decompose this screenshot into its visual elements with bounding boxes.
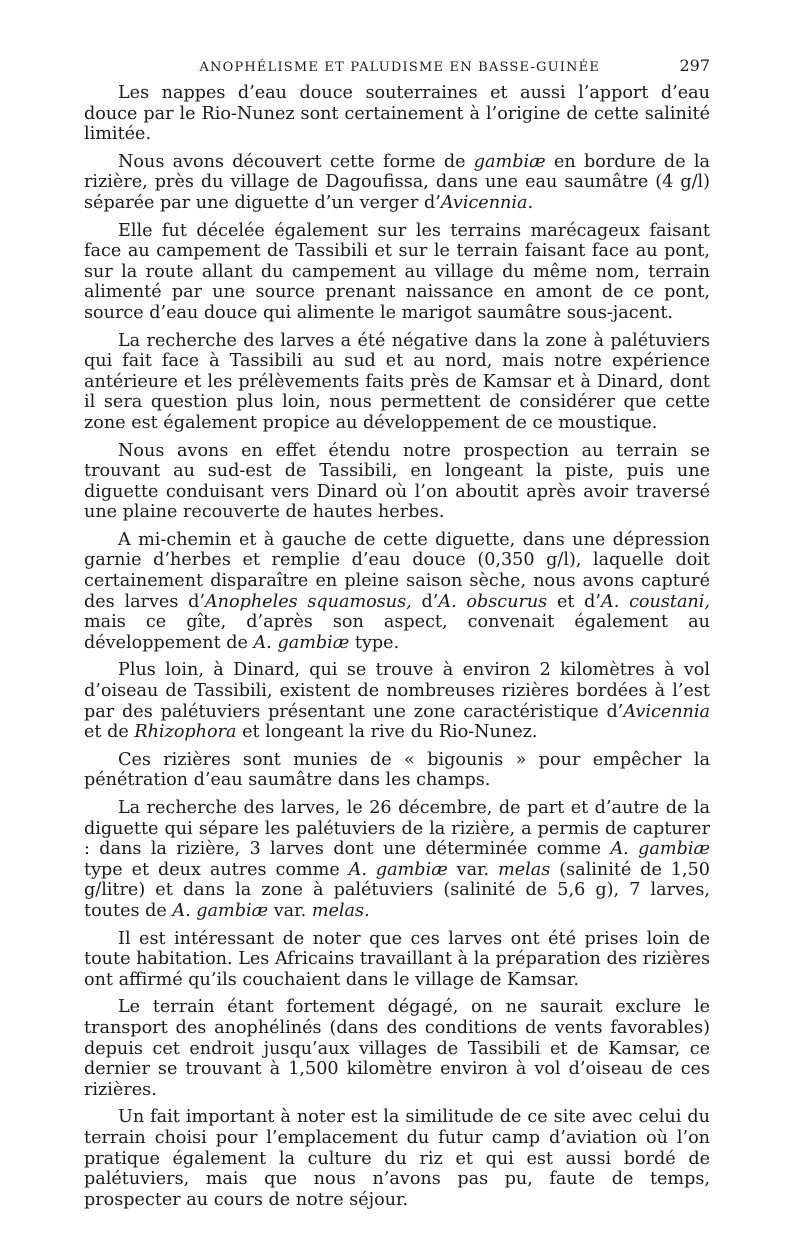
paragraph: Ces rizières sont munies de « bigounis » pour empêcher la pénétration d’eau saumâtre dans les champs. — [84, 749, 710, 791]
running-head — [84, 56, 710, 75]
paragraph: Nous avons découvert cette forme de gambiæ en bordure de la rizière, près du village de Dagoufissa, dans une eau saumâtre (4 g/l) séparée par une diguette d’un verger d’Avicennia. — [84, 151, 711, 213]
paragraph: Le terrain étant fortement dégagé, on ne saurait exclure le transport des anophélinés (dans des conditions de vents favorables) depuis cet endroit jusqu’aux villages de Tassibili et de Kamsar, ce dernier se trouvant à 1,500 kilomètre environ à vol d’oiseau de ces rizières. — [84, 997, 710, 1100]
body-text — [84, 83, 710, 1210]
paragraph: Elle fut décelée également sur les terrains marécageux faisant face au campement de Tassibili et sur le terrain faisant face au pont, sur la route allant du campement au village du même nom, terrain alimenté par une source prenant naissance en amont de ce pont, source d’eau douce qui alimente le marigot saumâtre sous-jacent. — [84, 220, 710, 323]
paragraph: La recherche des larves a été négative dans la zone à palétuviers qui fait face à Tassibili au sud et au nord, mais notre expérience antérieure et les prélèvements faits près de Kamsar et à Dinard, dont il sera question plus loin, nous permettent de considérer que cette zone est également propice au développement de ce moustique. — [84, 330, 710, 433]
paragraph: Les nappes d’eau douce souterraines et aussi l’apport d’eau douce par le Rio-Nunez sont certainement à l’origine de cette salinité limitée. — [84, 83, 710, 145]
page-number: 297 — [679, 56, 710, 75]
paragraph: A mi-chemin et à gauche de cette diguette, dans une dépression garnie d’herbes et remplie d’eau douce (0,350 g/l), laquelle doit certainement disparaître en pleine saison sèche, nous avons capturé des larves d’Anopheles squamosus, d’A. obscurus et d’A. coustani, mais ce gîte, d’après son aspect, convenait également au développement de A. gambiæ type. — [84, 529, 710, 653]
paragraph: La recherche des larves, le 26 décembre, de part et d’autre de la diguette qui sépare les palétuviers de la rizière, a permis de capturer : dans la rizière, 3 larves dont une déterminée comme A. gambiæ type et deux autres comme A. gambiæ var. melas (salinité de 1,50 g/litre) et dans la zone à palétuviers (salinité de 5,6 g), 7 larves, toutes de A. gambiæ var. melas. — [84, 798, 711, 921]
paragraph: Il est intéressant de noter que ces larves ont été prises loin de toute habitation. Les Africains travaillant à la préparation des rizières ont affirmé qu’ils couchaient dans le village de Kamsar. — [84, 928, 710, 990]
paragraph: Un fait important à noter est la similitude de ce site avec celui du terrain choisi pour l’emplacement du futur camp d’aviation où l’on pratique également la culture du riz et qui est aussi bordé de palétuviers, mais que nous n’avons pas pu, faute de temps, prospecter au cours de notre séjour. — [84, 1107, 710, 1210]
paragraph: Nous avons en effet étendu notre prospection au terrain se trouvant au sud-est de Tassibili, en longeant la piste, puis une diguette conduisant vers Dinard où l’on aboutit après avoir traversé une plaine recouverte de hautes herbes. — [84, 440, 710, 523]
running-head-title: ANOPHÉLISME ET PALUDISME EN BASSE-GUINÉE — [199, 60, 601, 75]
paragraph: Plus loin, à Dinard, qui se trouve à environ 2 kilomètres à vol d’oiseau de Tassibili, existent de nombreuses rizières bordées à l’est par des palétuviers présentant une zone caractéristique d’Avicennia et de Rhizophora et longeant la rive du Rio-Nunez. — [84, 660, 710, 743]
